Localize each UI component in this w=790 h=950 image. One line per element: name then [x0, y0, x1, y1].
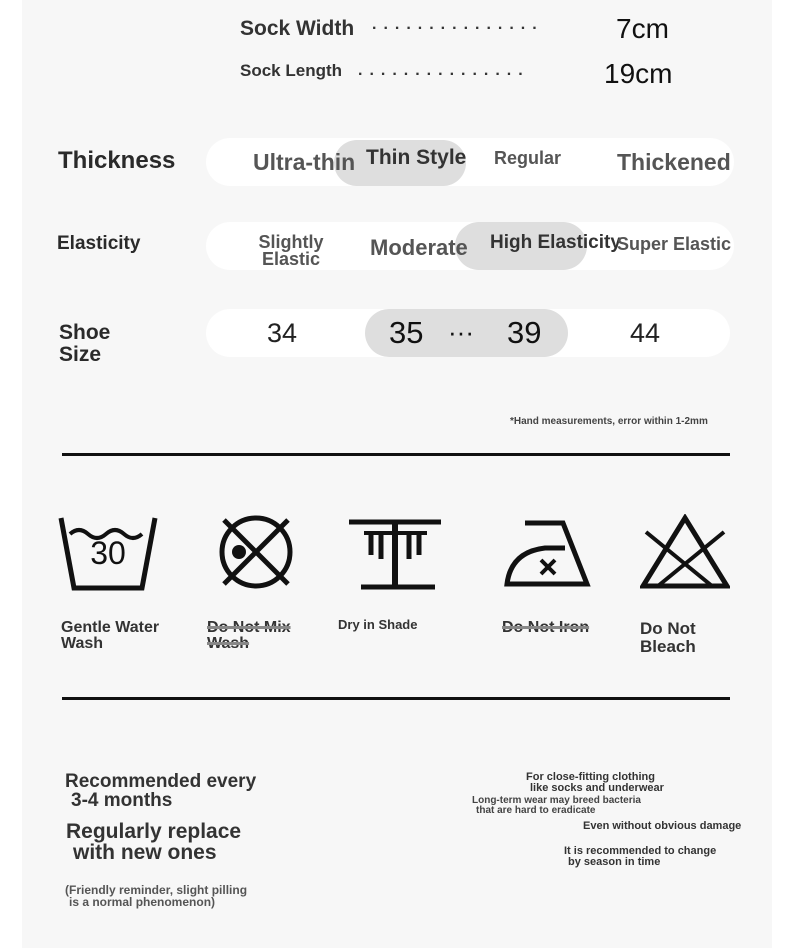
advice-right-2: like socks and underwear — [530, 782, 664, 794]
advice-right-7: by season in time — [568, 856, 661, 868]
measurement-note: *Hand measurements, error within 1-2mm — [510, 416, 708, 427]
sock-width-label: Sock Width — [240, 17, 355, 40]
dry-in-shade-icon — [349, 517, 443, 591]
elasticity-option-moderate: Moderate — [370, 235, 468, 260]
elasticity-option-high: High Elasticity — [490, 232, 621, 253]
care-label-do-not-iron: Do Not Iron — [502, 619, 590, 636]
care-label-dry-in-shade: Dry in Shade — [338, 617, 418, 632]
do-not-bleach-icon — [640, 514, 730, 592]
advice-line-1: Recommended every — [65, 771, 257, 792]
thickness-option-thickened: Thickened — [617, 149, 731, 175]
thickness-option-thin-style: Thin Style — [366, 146, 467, 169]
shoe-size-max: 44 — [630, 318, 661, 348]
sock-width-value: 7cm — [616, 13, 669, 44]
thickness-label: Thickness — [58, 147, 176, 174]
do-not-iron-icon — [503, 518, 593, 590]
sock-length-label: Sock Length — [240, 61, 343, 80]
divider-bottom — [62, 697, 730, 700]
advice-right-4: that are hard to eradicate — [476, 805, 596, 816]
divider-top — [62, 453, 730, 456]
advice-line-3: Regularly replace — [66, 820, 242, 843]
care-label-do-not-bleach: Do Not Bleach — [640, 619, 696, 656]
advice-right-1: For close-fitting clothing — [526, 771, 655, 783]
wash-30-icon — [58, 512, 158, 592]
reminder-line-1: (Friendly reminder, slight pilling — [65, 883, 248, 897]
reminder-line-2: is a normal phenomenon) — [69, 895, 216, 909]
shoe-size-min: 34 — [267, 318, 298, 348]
care-label-do-not-mix: Do Not Mix Wash — [207, 619, 291, 652]
advice-line-4: with new ones — [73, 841, 217, 864]
advice-right-6: It is recommended to change — [564, 845, 717, 857]
shoe-size-range-end: 39 — [507, 315, 542, 350]
thickness-option-ultra-thin: Ultra-thin — [253, 149, 356, 175]
shoe-size-range-start: 35 — [389, 315, 424, 350]
shoe-size-range-dots: ··· — [448, 317, 474, 347]
sock-length-dots: ............... — [358, 62, 530, 79]
sock-width-dots: ............... — [372, 16, 544, 33]
elasticity-label: Elasticity — [57, 233, 141, 254]
sock-length-value: 19cm — [604, 58, 673, 89]
elasticity-option-super-elastic: Super Elastic — [617, 234, 732, 254]
care-label-gentle-wash: Gentle Water Wash — [61, 619, 160, 652]
advice-right-5: Even without obvious damage — [583, 820, 742, 832]
advice-right-3: Long-term wear may breed bacteria — [472, 795, 641, 806]
advice-line-2: 3-4 months — [71, 790, 173, 811]
shoe-size-label: Shoe Size — [59, 321, 111, 366]
thickness-option-regular: Regular — [494, 148, 562, 168]
elasticity-option-slightly-elastic: Slightly Elastic — [258, 232, 324, 269]
wash-temp-text: 30 — [90, 535, 126, 571]
do-not-mix-wash-icon — [217, 513, 297, 593]
